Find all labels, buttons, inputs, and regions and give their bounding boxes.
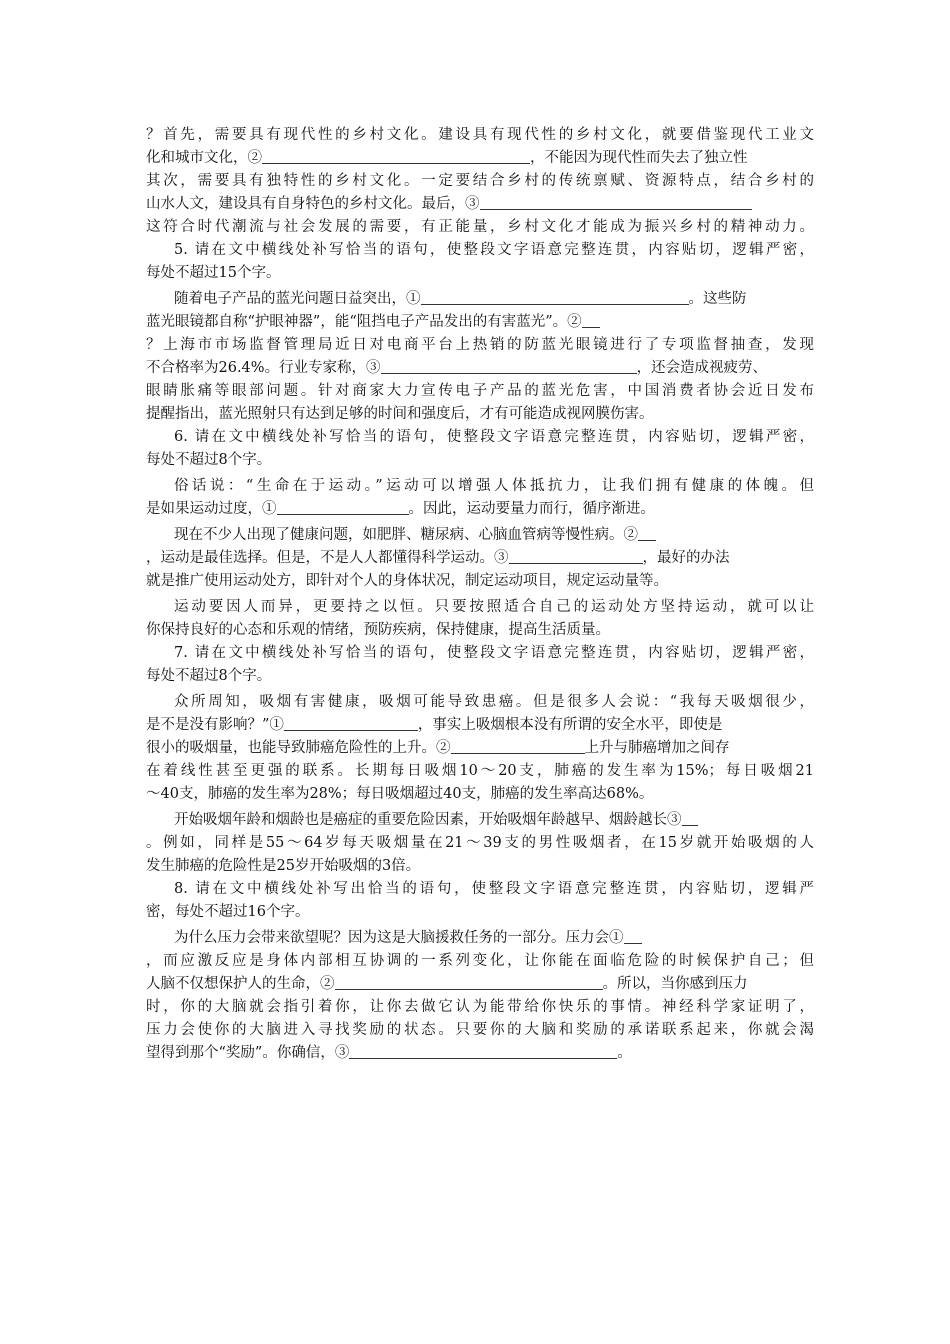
question-5-prompt: 5. 请在文中横线处补写恰当的语句，使整段文字语意完整连贯，内容贴切，逻辑严密， [174,242,814,258]
text-line: 是如果运动过度，① 。因此，运动要量力而行，循序渐进。 [146,501,655,517]
text-line: 不合格率为26.4%。行业专家称，③ ，还会造成视疲劳、 [146,360,768,376]
answer-blank-2[interactable] [582,313,600,328]
text-line: ～40支，肺癌的发生率为28%；每日吸烟超过40支，肺癌的发生率高达68%。 [146,786,654,802]
text-line: 眼睛胀痛等眼部问题。针对商家大力宣传电子产品的蓝光危害，中国消费者协会近日发布 [146,383,814,399]
document-page [146,124,814,1065]
text-line: 。例如，同样是55～64岁每天吸烟量在21～39支的男性吸烟者，在15岁就开始吸烟的人 [146,835,814,851]
text-line: 山水人文，建设具有自身特色的乡村文化。最后，③ [146,193,814,216]
text-line: 众所周知，吸烟有害健康，吸烟可能导致患癌。但是很多人会说：“我每天吸烟很少， [174,694,814,710]
text-line: ，而应激反应是身体内部相互协调的一系列变化，让你能在面临危险的时候保护自己；但 [146,953,814,969]
answer-blank-2[interactable] [638,526,656,541]
text-line: 是不是没有影响？”① ，事实上吸烟根本没有所谓的安全水平，即使是 [146,717,723,733]
answer-blank-3[interactable] [682,811,698,826]
answer-blank-1[interactable] [421,290,689,305]
answer-blank-2[interactable] [451,739,585,754]
text-line: ，运动是最佳选择。但是，不是人人都懂得科学运动。③ ，最好的办法 [146,550,730,566]
answer-blank-3[interactable] [480,195,752,210]
question-7-limit: 每处不超过8个字。 [146,668,272,684]
text-line: 其次，需要具有独特性的乡村文化。一定要结合乡村的传统禀赋、资源特点，结合乡村的 [146,173,814,189]
text-line: 很小的吸烟量，也能导致肺癌危险性的上升。② 上升与肺癌增加之间存 [146,740,730,756]
answer-blank-3[interactable] [349,1044,617,1059]
text-line: ？首先，需要具有现代性的乡村文化。建设具有现代性的乡村文化，就要借鉴现代工业文 [146,127,814,143]
text-line: 运动要因人而异，更要持之以恒。只要按照适合自己的运动处方坚持运动，就可以让 [174,599,814,615]
text-line: 提醒指出，蓝光照射只有达到足够的时间和强度后，才有可能造成视网膜伤害。 [146,406,654,422]
question-8-prompt: 8. 请在文中横线处补写出恰当的语句，使整段文字语意完整连贯，内容贴切，逻辑严 [174,881,814,897]
answer-blank-1[interactable] [277,500,409,515]
text-line: 开始吸烟年龄和烟龄也是癌症的重要危险因素，开始吸烟年龄越早、烟龄越长③ [146,809,814,832]
question-8-limit: 密，每处不超过16个字。 [146,904,310,920]
text-line: 蓝光眼镜都自称“护眼神器”，能“阻挡电子产品发出的有害蓝光”。② [146,311,814,334]
question-6-prompt: 6. 请在文中横线处补写恰当的语句，使整段文字语意完整连贯，内容贴切，逻辑严密， [174,429,814,445]
answer-blank-1[interactable] [624,929,642,944]
text-line: 俗话说：“生命在于运动。”运动可以增强人体抵抗力，让我们拥有健康的体魄。但 [174,478,814,494]
question-7-prompt: 7. 请在文中横线处补写恰当的语句，使整段文字语意完整连贯，内容贴切，逻辑严密， [174,645,814,661]
text-line: 就是推广使用运动处方，即针对个人的身体状况，制定运动项目，规定运动量等。 [146,573,668,589]
answer-blank-3[interactable] [509,549,643,564]
question-5-limit: 每处不超过15个字。 [146,265,281,281]
text-line: 时，你的大脑就会指引着你，让你去做它认为能带给你快乐的事情。神经科学家证明了， [146,999,814,1015]
text-line: 这符合时代潮流与社会发展的需要，有正能量，乡村文化才能成为振兴乡村的精神动力。 [146,219,814,235]
answer-blank-2[interactable] [262,149,530,164]
answer-blank-2[interactable] [335,975,603,990]
text-line: ？上海市市场监督管理局近日对电商平台上热销的防蓝光眼镜进行了专项监督抽查，发现 [146,337,814,353]
question-6-limit: 每处不超过8个字。 [146,452,272,468]
text-line: 随着电子产品的蓝光问题日益突出，① 。这些防 [174,291,747,307]
text-line: 人脑不仅想保护人的生命，② 。所以，当你感到压力 [146,976,748,992]
text-line: 在着线性甚至更强的联系。长期每日吸烟10～20支，肺癌的发生率为15%；每日吸烟21 [146,763,814,779]
text-line: 发生肺癌的危险性是25岁开始吸烟的3倍。 [146,858,421,874]
answer-blank-3[interactable] [381,359,637,374]
text-line: 压力会使你的大脑进入寻找奖励的状态。只要你的大脑和奖励的承诺联系起来，你就会渴 [146,1022,814,1038]
text-line: 为什么压力会带来欲望呢？因为这是大脑援救任务的一部分。压力会① [146,927,814,950]
text-line: 你保持良好的心态和乐观的情绪，预防疾病，保持健康，提高生活质量。 [146,622,610,638]
text-line: 望得到那个“奖励”。你确信，③ 。 [146,1045,632,1061]
answer-blank-1[interactable] [284,716,418,731]
text-line: 化和城市文化，② ，不能因为现代性而失去了独立性 [146,150,748,166]
text-line: 现在不少人出现了健康问题，如肥胖、糖尿病、心脑血管病等慢性病。② [146,524,814,547]
